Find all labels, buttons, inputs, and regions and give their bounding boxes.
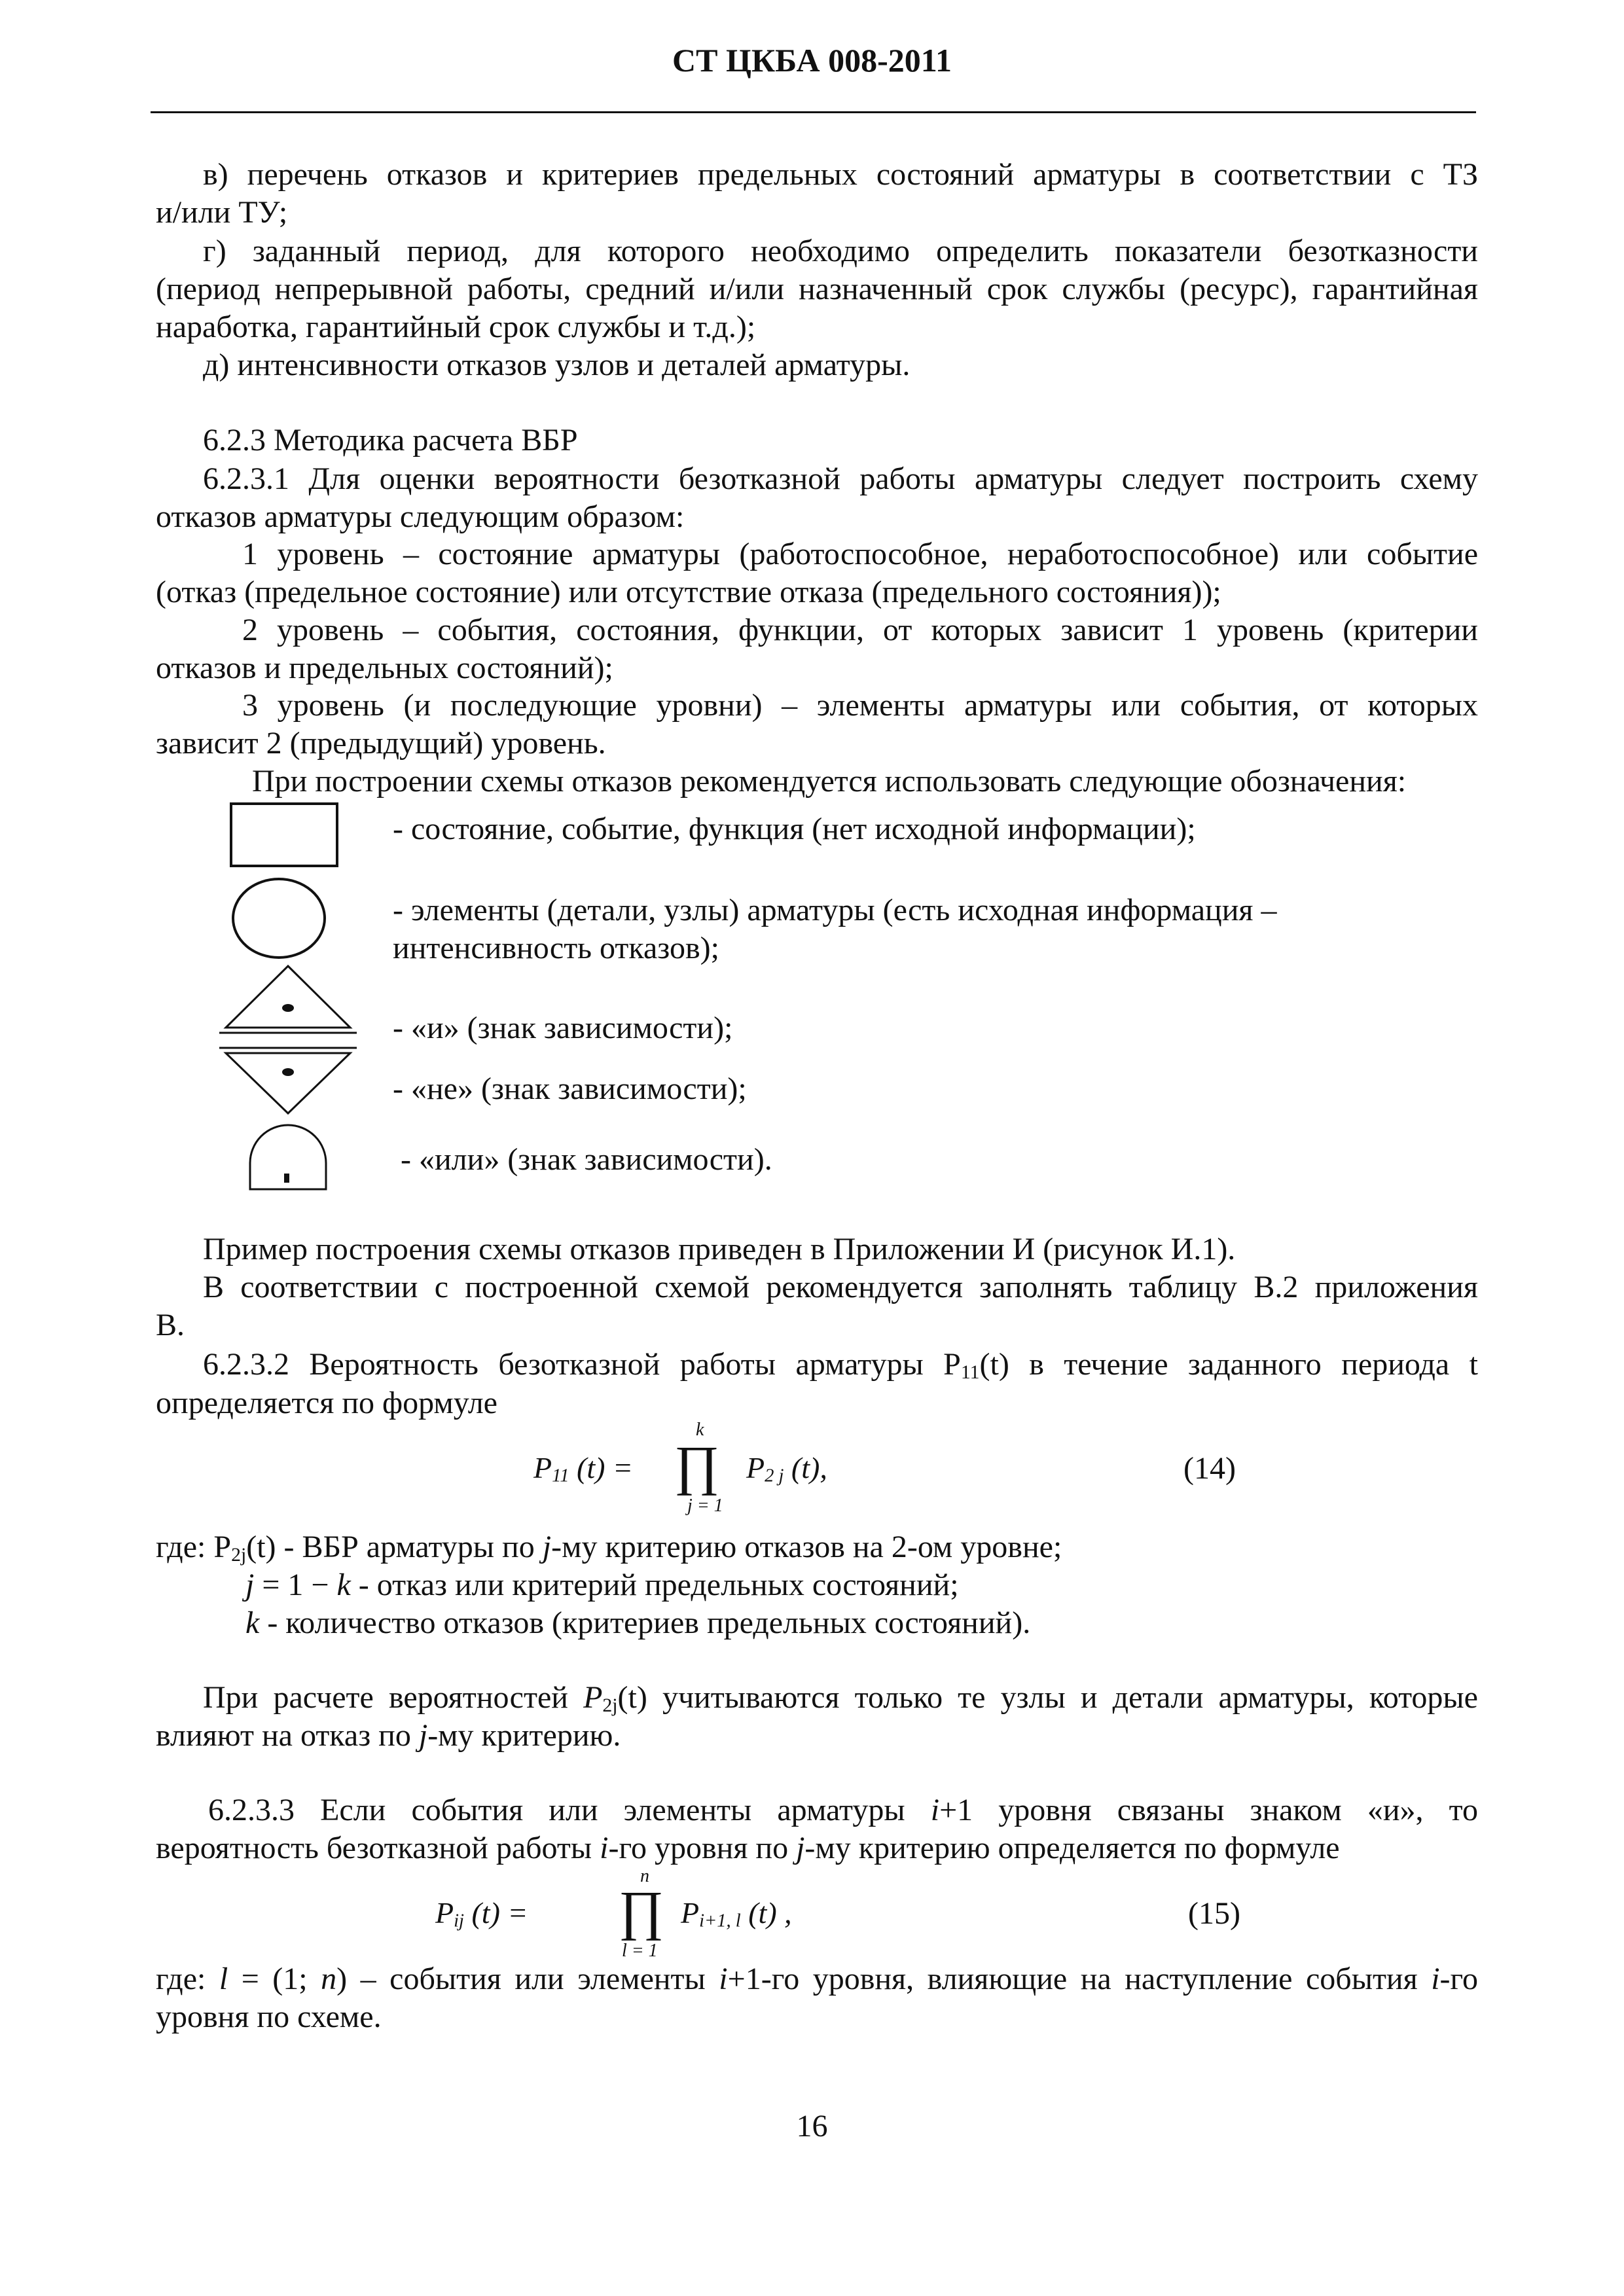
where-k-definition: k - количество отказов (критериев предельных состояний). [245, 1605, 1031, 1640]
example-line2: В соответствии с построенной схемой рекомендуется заполнять таблицу В.2 приложения [203, 1270, 1478, 1304]
example-line1: Пример построения схемы отказов приведен в Приложении И (рисунок И.1). [203, 1232, 1236, 1266]
where-p2j-line: где: $P_{2j}(t)$ - ВБР арматуры по j-му критерию отказов на 2-ом уровне; [156, 1530, 1062, 1566]
and-gate-icon [219, 962, 357, 1037]
formula-14-lower-limit: j = 1 [687, 1496, 723, 1516]
level3-line1: 3 уровень (и последующие уровни) – элементы арматуры или события, от которых [242, 688, 1478, 723]
circle-symbol-icon [229, 877, 334, 962]
item-v-line2: и/или ТУ; [156, 195, 288, 230]
header-rule [151, 111, 1476, 113]
legend-and-text: - «и» (знак зависимости); [393, 1011, 733, 1045]
legend-circle-text-line2: интенсивность отказов); [393, 931, 719, 965]
rectangle-symbol-icon [229, 802, 347, 874]
product-symbol-icon: ∏ [619, 1880, 664, 1941]
level3-line2: зависит 2 (предыдущий) уровень. [156, 726, 606, 761]
section-title: 6.2.3 Методика расчета ВБР [203, 423, 578, 457]
para-6233-line1: 6.2.3.3 Если события или элементы арматуры i+1 уровня связаны знаком «и», то [208, 1793, 1478, 1827]
legend-rect-text: - состояние, событие, функция (нет исходной информации); [393, 812, 1196, 846]
formula-15-number: (15) [1188, 1896, 1240, 1931]
level2-line2: отказов и предельных состояний); [156, 651, 613, 685]
where-l-line1: где: l = (1; n) – события или элементы i+1-го уровня, влияющие на наступление события i-го [156, 1962, 1479, 1996]
item-g-line3: наработка, гарантийный срок службы и т.д.); [156, 310, 756, 344]
or-gate-icon [242, 1122, 334, 1194]
legend-not-text: - «не» (знак зависимости); [393, 1071, 747, 1106]
formula-15-upper-limit: n [640, 1866, 649, 1886]
formula-14-upper-limit: k [696, 1420, 704, 1440]
example-line3: В. [156, 1308, 185, 1342]
formula-14-lhs: $P_{11}$ (t) = [533, 1451, 633, 1486]
item-g-line1: г) заданный период, для которого необходимо определить показатели безотказности [203, 234, 1478, 268]
para-6231-line1: 6.2.3.1 Для оценки вероятности безотказной работы арматуры следует построить схему [203, 461, 1478, 496]
legend-intro: При построении схемы отказов рекомендуется использовать следующие обозначения: [252, 764, 1407, 798]
para-6232-line2: определяется по формуле [156, 1386, 497, 1420]
legend-or-text: - «или» (знак зависимости). [401, 1142, 772, 1177]
calc-line1: При расчете вероятностей $P_{2j}(t)$ учитываются только те узлы и детали арматуры, которые [203, 1680, 1478, 1716]
page-number: 16 [796, 2109, 828, 2144]
formula-14-rhs: $P_{2 j}$ (t), [746, 1451, 827, 1486]
formula-14-number: (14) [1183, 1451, 1236, 1486]
product-symbol-icon: ∏ [674, 1435, 720, 1496]
where-j-definition: j = 1 − k - отказ или критерий предельных состояний; [245, 1568, 959, 1602]
not-gate-icon [219, 1044, 357, 1119]
where-l-line2: уровня по схеме. [156, 2000, 382, 2034]
calc-line2: влияют на отказ по j-му критерию. [156, 1718, 621, 1753]
legend-circle-text-line1: - элементы (детали, узлы) арматуры (есть исходная информация – [393, 893, 1277, 927]
level2-line1: 2 уровень – события, состояния, функции, от которых зависит 1 уровень (критерии [242, 613, 1478, 647]
level1-line1: 1 уровень – состояние арматуры (работоспособное, неработоспособное) или событие [242, 537, 1478, 571]
level1-line2: (отказ (предельное состояние) или отсутствие отказа (предельного состояния)); [156, 575, 1221, 609]
formula-15-lhs: $P_{ij}$ (t) = [435, 1896, 528, 1931]
document-header: СТ ЦКБА 008-2011 [672, 42, 952, 79]
item-v-line1: в) перечень отказов и критериев предельных состояний арматуры в соответствии с ТЗ [203, 157, 1478, 192]
item-g-line2: (период непрерывной работы, средний и/или назначенный срок службы (ресурс), гарантийная [156, 272, 1478, 306]
para-6233-line2: вероятность безотказной работы i-го уровня по j-му критерию определяется по формуле [156, 1831, 1340, 1865]
item-d-line1: д) интенсивности отказов узлов и деталей арматуры. [203, 348, 911, 382]
formula-15-rhs: $P_{i+1, l}$ (t) , [681, 1896, 792, 1931]
para-6232-line1: 6.2.3.2 Вероятность безотказной работы арматуры $P_{11}(t)$ в течение заданного периода t [203, 1347, 1478, 1383]
formula-15-lower-limit: l = 1 [622, 1941, 658, 1961]
para-6231-line2: отказов арматуры следующим образом: [156, 499, 685, 534]
